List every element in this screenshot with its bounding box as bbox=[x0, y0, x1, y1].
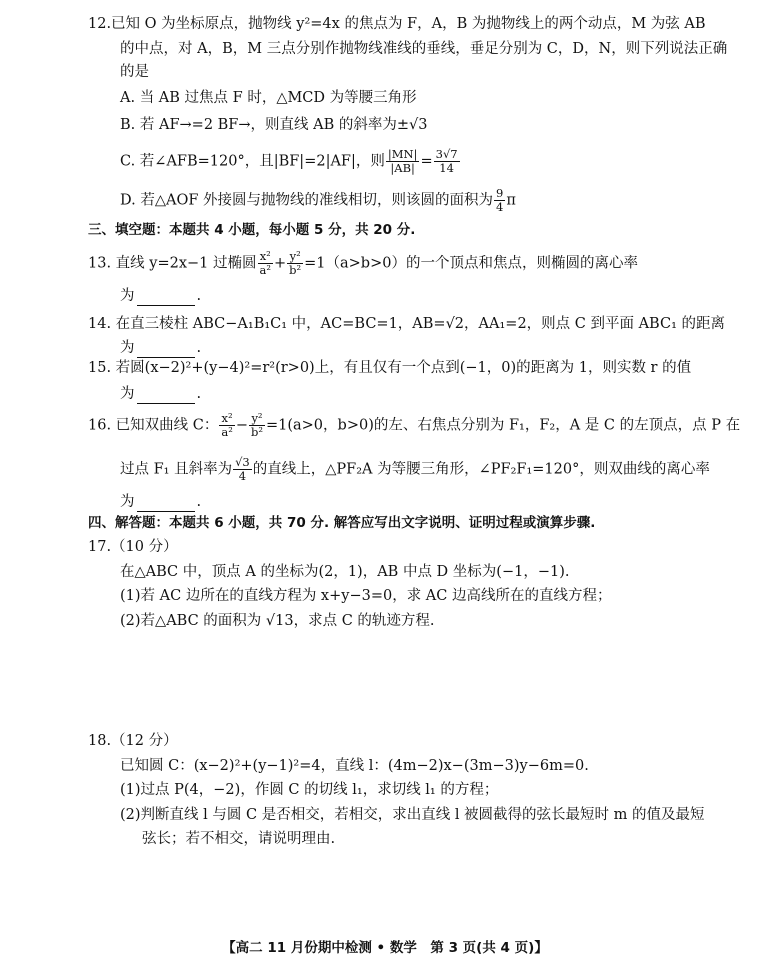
section-4-heading: 四、解答题：本题共 6 小题，共 70 分. 解答应写出文字说明、证明过程或演算步骤. bbox=[88, 515, 596, 531]
q12-option-b: B. 若 AF→=2 BF→，则直线 AB 的斜率为±√3 bbox=[120, 117, 428, 133]
answer-blank bbox=[137, 291, 195, 306]
q13-line2: 为 . bbox=[120, 288, 202, 304]
page-footer: 【高二 11 月份期中检测 • 数学 第 3 页(共 4 页)】 bbox=[222, 940, 548, 956]
answer-blank bbox=[137, 343, 195, 358]
q12-stem-line3: 的是 bbox=[120, 64, 149, 80]
q18-part2: (2)判断直线 l 与圆 C 是否相交，若相交，求出直线 l 被圆截得的弦长最短时 m 的值及最短 bbox=[120, 807, 705, 823]
q18-part2-cont: 弦长；若不相交，请说明理由. bbox=[142, 831, 336, 847]
answer-blank bbox=[137, 389, 195, 404]
q18-line1: 已知圆 C：(x−2)²+(y−1)²=4，直线 l：(4m−2)x−(3m−3)y−6m=0. bbox=[120, 758, 589, 774]
q14-line1: 14. 在直三棱柱 ABC−A₁B₁C₁ 中，AC=BC=1，AB=√2，AA₁=2，则点 C 到平面 ABC₁ 的距离 bbox=[88, 316, 726, 332]
q12-c-fraction: $\frac{|MN|}{|AB|}$ bbox=[387, 147, 418, 175]
q12-stem-line1: 12.已知 O 为坐标原点，抛物线 y²=4x 的焦点为 F，A，B 为抛物线上的两个动点，M 为弦 AB bbox=[88, 16, 706, 32]
q17-part1: (1)若 AC 边所在的直线方程为 x+y−3=0，求 AC 边高线所在的直线方程； bbox=[120, 588, 612, 604]
q17-heading: 17.（10 分） bbox=[88, 539, 178, 555]
q17-part2: (2)若△ABC 的面积为 √13，求点 C 的轨迹方程. bbox=[120, 613, 435, 629]
q12-option-a: A. 当 AB 过焦点 F 时，△MCD 为等腰三角形 bbox=[120, 90, 417, 106]
q17-line1: 在△ABC 中，顶点 A 的坐标为(2，1)，AB 中点 D 坐标为(−1，−1). bbox=[120, 564, 570, 580]
q18-heading: 18.（12 分） bbox=[88, 733, 178, 749]
q12-stem-line2: 的中点，对 A，B，M 三点分别作抛物线准线的垂线，垂足分别为 C，D，N，则下列说法正确 bbox=[120, 41, 728, 57]
q16-line3: 为 . bbox=[120, 494, 202, 510]
answer-blank bbox=[137, 497, 195, 512]
q12-c-text: C. 若∠AFB=120°，且|BF|=2|AF|，则 bbox=[120, 153, 385, 170]
q16-line1: 16. 已知双曲线 C： $\frac{\text{x²}}{\text{a²}}$ − $\frac{\text{y²}}{\text{b²}}$ =1(a>0，b>0)的左、右焦点分别为 F₁，F₂，A 是 C 的左顶点，点 P 在 bbox=[88, 411, 741, 439]
q12-c-result: $\frac{3√7}{14}$ bbox=[435, 147, 458, 175]
q13-line1: 13. 直线 y=2x−1 过椭圆 $\frac{\text{x²}}{\text{a²}}$ + $\frac{\text{y²}}{\text{b²}}$ =1（a>b>0）的一个顶点和焦点，则椭圆的离心率 bbox=[88, 249, 638, 277]
q18-part1: (1)过点 P(4，−2)，作圆 C 的切线 l₁，求切线 l₁ 的方程； bbox=[120, 782, 499, 798]
q12-option-d: D. 若△AOF 外接圆与抛物线的准线相切，则该圆的面积为 $\frac{9}{4}$ π bbox=[120, 186, 516, 214]
q12-d-fraction: $\frac{9}{4}$ bbox=[496, 186, 504, 214]
q14-line2: 为 . bbox=[120, 340, 202, 356]
q15-line2: 为 . bbox=[120, 386, 202, 402]
q12-option-c: C. 若∠AFB=120°，且|BF|=2|AF|，则 $\frac{|MN|}{|AB|}$ = $\frac{3√7}{14}$ bbox=[120, 147, 458, 175]
q15-line1: 15. 若圆(x−2)²+(y−4)²=r²(r>0)上，有且仅有一个点到(−1，0)的距离为 1，则实数 r 的值 bbox=[88, 360, 692, 376]
q16-line2: 过点 F₁ 且斜率为 $\frac{√3}{4}$ 的直线上，△PF₂A 为等腰三角形，∠PF₂F₁=120°，则双曲线的离心率 bbox=[120, 455, 710, 483]
section-3-heading: 三、填空题：本题共 4 小题，每小题 5 分，共 20 分. bbox=[88, 222, 416, 238]
